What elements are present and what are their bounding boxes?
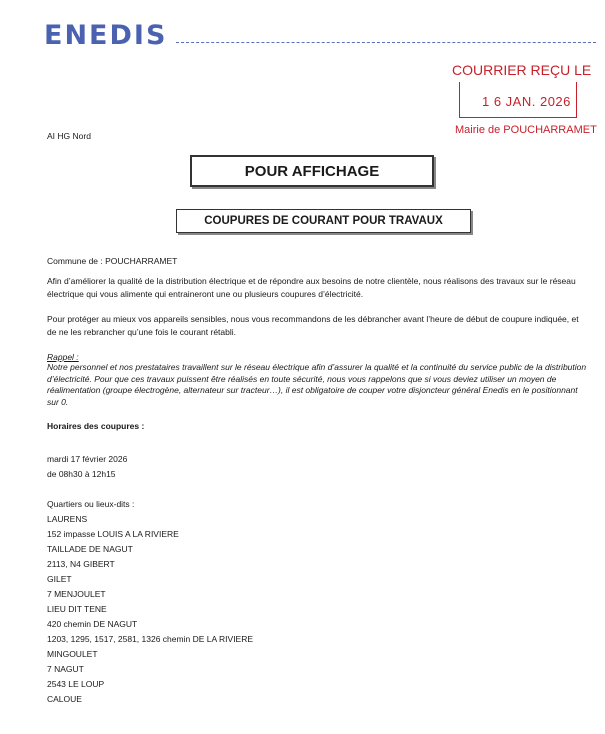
stamp-date: 1 6 JAN. 2026 — [482, 94, 571, 109]
commune-line: Commune de : POUCHARRAMET — [47, 256, 178, 266]
location-item: 7 MENJOULET — [47, 589, 106, 599]
location-item: 2543 LE LOUP — [47, 679, 105, 689]
locations-heading: Quartiers ou lieux-dits : — [47, 499, 135, 509]
agency-label: AI HG Nord — [47, 131, 91, 141]
location-item: 152 impasse LOUIS A LA RIVIERE — [47, 529, 179, 539]
schedule-date: mardi 17 février 2026 — [47, 454, 128, 464]
location-item: 2113, N4 GIBERT — [47, 559, 115, 569]
location-item: GILET — [47, 574, 72, 584]
subtitle-box — [176, 209, 471, 233]
location-item: LIEU DIT TENE — [47, 604, 107, 614]
intro-paragraph: Afin d’améliorer la qualité de la distribution électrique et de répondre aux besoins de notre clientèle, nous réalisons des travaux sur le réseau électrique qui vous alimente qui entraineront une ou plusieurs coupures d’électricité. — [47, 276, 576, 299]
schedule-heading: Horaires des coupures : — [47, 421, 145, 431]
rappel-paragraph: Notre personnel et nos prestataires travaillent sur le réseau électrique afin d’assurer la qualité et la continuité du service public de la distribution d’électricité. Pour que ces travaux puissent être réalisés en toute sécurité, nous vous rappelons que si vous deviez utiliser un moyen de réalimentation (groupe électrogène, alternateur sur tracteur…), il est obligatoire de couper votre disjoncteur général Enedis en le positionnant sur 0. — [47, 362, 587, 407]
rappel-heading: Rappel : — [47, 352, 79, 362]
location-item: LAURENS — [47, 514, 88, 524]
stamp-title: COURRIER REÇU LE — [452, 62, 592, 78]
stamp-mairie: Mairie de POUCHARRAMET — [455, 124, 597, 136]
header-divider — [176, 42, 596, 43]
location-item: MINGOULET — [47, 649, 98, 659]
location-item: 420 chemin DE NAGUT — [47, 619, 138, 629]
location-item: 7 NAGUT — [47, 664, 84, 674]
location-item: 1203, 1295, 1517, 2581, 1326 chemin DE LA RIVIERE — [47, 634, 254, 644]
title-box — [190, 155, 434, 187]
schedule-time: de 08h30 à 12h15 — [47, 469, 116, 479]
enedis-logo — [44, 20, 167, 51]
location-item: CALOUE — [47, 694, 82, 704]
logo-text: ENEDIS — [44, 20, 168, 51]
schedule-and-locations — [47, 452, 253, 707]
page-subtitle: COUPURES DE COURANT POUR TRAVAUX — [204, 215, 443, 227]
spacer — [47, 482, 253, 497]
page-title: POUR AFFICHAGE — [244, 162, 380, 180]
protect-paragraph: Pour protéger au mieux vos appareils sensibles, nous vous recommandons de les débrancher avant l’heure de début de coupure indiquée, et de ne les rebrancher qu’une fois le courant rétabli. — [47, 314, 579, 337]
location-item: TAILLADE DE NAGUT — [47, 544, 133, 554]
